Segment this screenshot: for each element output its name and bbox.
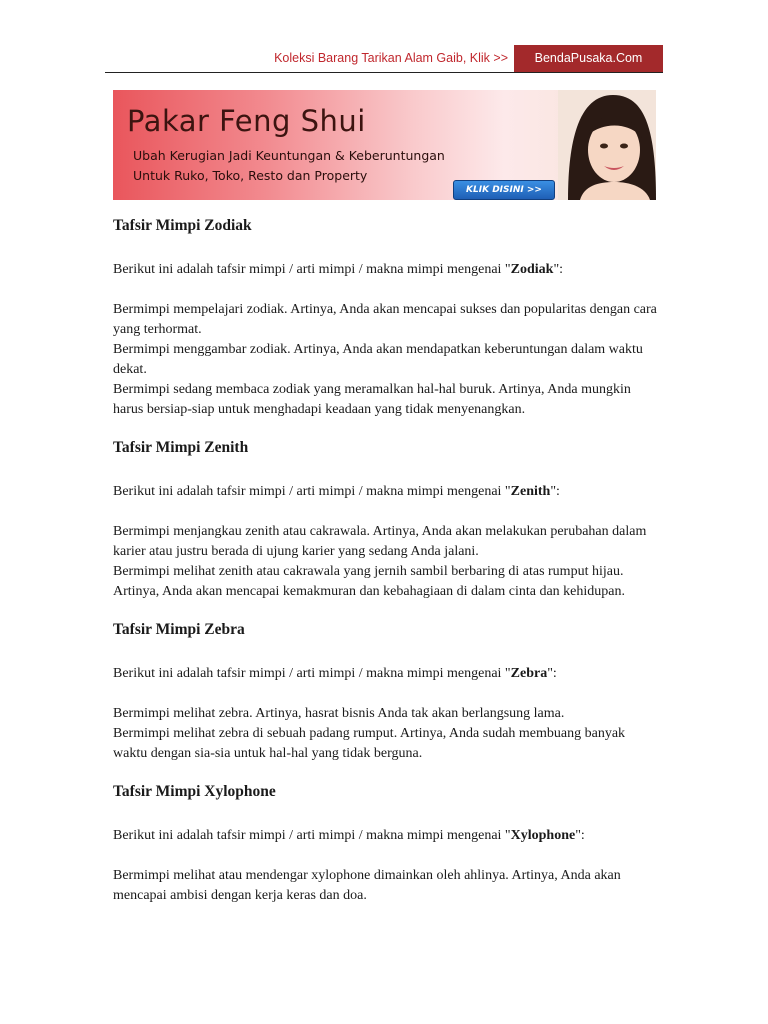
keyword: Zenith	[510, 484, 551, 499]
entry-list	[113, 866, 658, 906]
brand-button[interactable]: BendaPusaka.Com	[514, 45, 663, 72]
section-title: Tafsir Mimpi Zenith	[113, 439, 249, 456]
banner-title: Pakar Feng Shui	[127, 104, 366, 138]
list-item: Bermimpi sedang membaca zodiak yang meramalkan hal-hal buruk. Artinya, Anda mungkin harus bersiap-siap untuk menghadapi keadaan yang tidak menyenangkan.	[113, 382, 631, 417]
keyword: Zodiak	[510, 262, 554, 277]
banner-click-button[interactable]: KLIK DISINI >>	[453, 180, 555, 200]
keyword: Xylophone	[510, 828, 576, 843]
section-title: Tafsir Mimpi Xylophone	[113, 783, 276, 800]
list-item: Bermimpi melihat atau mendengar xylophone dimainkan oleh ahlinya. Artinya, Anda akan mencapai ambisi dengan kerja keras dan doa.	[113, 868, 621, 903]
banner-tagline-2: Untuk Ruko, Toko, Resto dan Property	[133, 168, 368, 183]
section-xylophone	[113, 782, 658, 906]
entry-list	[113, 704, 658, 764]
entry-list	[113, 522, 658, 602]
banner-tagline-1: Ubah Kerugian Jadi Keuntungan & Keberuntungan	[133, 148, 445, 163]
section-zodiak	[113, 216, 658, 420]
section-title: Tafsir Mimpi Zodiak	[113, 217, 252, 234]
section-zebra	[113, 620, 658, 764]
list-item: Bermimpi melihat zenith atau cakrawala yang jernih sambil berbaring di atas rumput hijau. Artinya, Anda akan mencapai kemakmuran dan kebahagiaan di dalam cinta dan kehidupan.	[113, 564, 625, 599]
section-title: Tafsir Mimpi Zebra	[113, 621, 245, 638]
section-zenith	[113, 438, 658, 602]
top-bar	[105, 45, 663, 73]
woman-portrait-image	[558, 90, 656, 200]
feng-shui-banner[interactable]	[113, 90, 656, 200]
keyword: Zebra	[510, 666, 548, 681]
list-item: Bermimpi menjangkau zenith atau cakrawala. Artinya, Anda akan melakukan perubahan dalam karier atau justru berada di ujung karier yang sedang Anda jalani.	[113, 524, 647, 559]
section-intro: Berikut ini adalah tafsir mimpi / arti mimpi / makna mimpi mengenai "Zebra":	[113, 666, 557, 681]
list-item: Bermimpi melihat zebra. Artinya, hasrat bisnis Anda tak akan berlangsung lama.	[113, 706, 565, 721]
list-item: Bermimpi menggambar zodiak. Artinya, Anda akan mendapatkan keberuntungan dalam waktu dekat.	[113, 342, 643, 377]
section-intro: Berikut ini adalah tafsir mimpi / arti mimpi / makna mimpi mengenai "Zodiak":	[113, 262, 564, 277]
article-content	[113, 216, 658, 924]
list-item: Bermimpi mempelajari zodiak. Artinya, Anda akan mencapai sukses dan popularitas dengan cara yang terhormat.	[113, 302, 657, 337]
list-item: Bermimpi melihat zebra di sebuah padang rumput. Artinya, Anda sudah membuang banyak waktu dengan sia-sia untuk hal-hal yang tidak berguna.	[113, 726, 626, 761]
section-intro: Berikut ini adalah tafsir mimpi / arti mimpi / makna mimpi mengenai "Zenith":	[113, 484, 560, 499]
section-intro: Berikut ini adalah tafsir mimpi / arti mimpi / makna mimpi mengenai "Xylophone":	[113, 828, 585, 843]
entry-list	[113, 300, 658, 420]
gaib-collection-link[interactable]: Koleksi Barang Tarikan Alam Gaib, Klik >>	[274, 51, 508, 65]
